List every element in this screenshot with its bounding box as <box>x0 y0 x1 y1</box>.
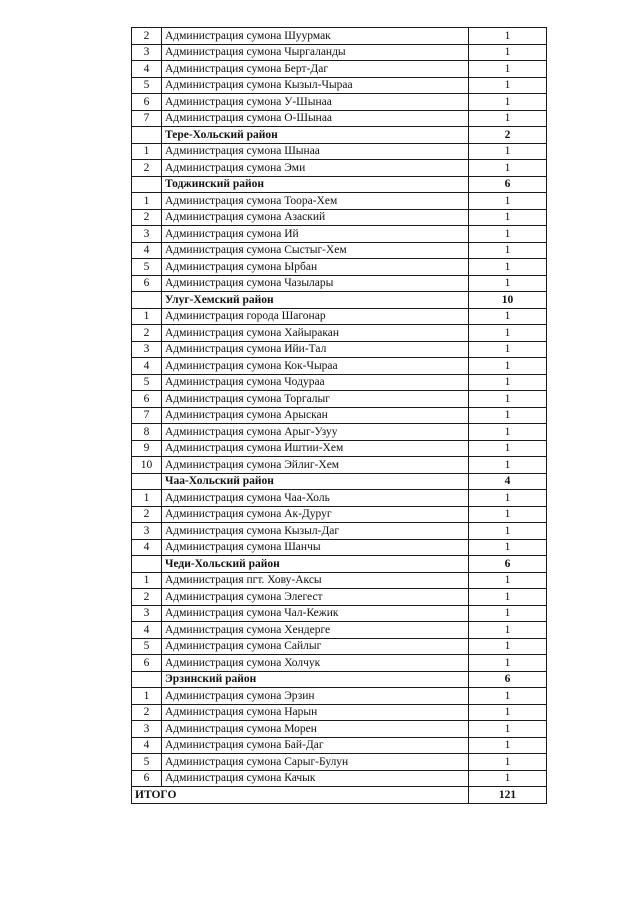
row-number: 4 <box>132 358 162 375</box>
administration-name: Администрация сумона Тоора-Хем <box>162 193 469 210</box>
table-row <box>132 688 547 705</box>
table-row <box>132 160 547 177</box>
administration-name: Администрация сумона Ак-Дуруг <box>162 506 469 523</box>
administration-name: Администрация сумона Холчук <box>162 655 469 672</box>
row-number: 1 <box>132 490 162 507</box>
row-number: 9 <box>132 440 162 457</box>
row-count: 1 <box>469 28 547 45</box>
table-row <box>132 391 547 408</box>
district-row <box>132 176 547 193</box>
row-count: 1 <box>469 358 547 375</box>
row-count: 1 <box>469 226 547 243</box>
table-row <box>132 143 547 160</box>
administration-name: Администрация сумона Шынаа <box>162 143 469 160</box>
table-row <box>132 325 547 342</box>
row-number <box>132 671 162 688</box>
table-row <box>132 539 547 556</box>
row-count: 1 <box>469 193 547 210</box>
row-number: 6 <box>132 275 162 292</box>
row-number: 5 <box>132 259 162 276</box>
administration-name: Администрация сумона Хендерге <box>162 622 469 639</box>
district-name: Эрзинский район <box>162 671 469 688</box>
row-number: 8 <box>132 424 162 441</box>
row-number: 6 <box>132 391 162 408</box>
row-count: 1 <box>469 638 547 655</box>
row-count: 1 <box>469 275 547 292</box>
administration-name: Администрация сумона Нарын <box>162 704 469 721</box>
row-number: 2 <box>132 704 162 721</box>
administration-name: Администрация сумона Чодураа <box>162 374 469 391</box>
row-number: 3 <box>132 523 162 540</box>
administration-name: Администрация сумона Элегест <box>162 589 469 606</box>
row-number: 3 <box>132 605 162 622</box>
row-count: 1 <box>469 589 547 606</box>
row-number <box>132 127 162 144</box>
row-count: 1 <box>469 688 547 705</box>
administration-name: Администрация сумона Арыг-Узуу <box>162 424 469 441</box>
row-count: 1 <box>469 143 547 160</box>
table-row <box>132 193 547 210</box>
district-count: 4 <box>469 473 547 490</box>
administration-name: Администрация сумона Кок-Чыраа <box>162 358 469 375</box>
row-number <box>132 473 162 490</box>
administration-name: Администрация сумона Сайлыг <box>162 638 469 655</box>
table-row <box>132 440 547 457</box>
row-number: 4 <box>132 622 162 639</box>
row-count: 1 <box>469 440 547 457</box>
allocation-table <box>131 27 547 804</box>
row-count: 1 <box>469 391 547 408</box>
administration-name: Администрация сумона Ийи-Тал <box>162 341 469 358</box>
row-count: 1 <box>469 605 547 622</box>
total-row <box>132 787 547 804</box>
district-row <box>132 292 547 309</box>
table-row <box>132 737 547 754</box>
table-row <box>132 226 547 243</box>
row-number: 2 <box>132 506 162 523</box>
row-number <box>132 556 162 573</box>
row-number: 7 <box>132 110 162 127</box>
row-number: 2 <box>132 160 162 177</box>
table-row <box>132 44 547 61</box>
administration-name: Администрация сумона Чазылары <box>162 275 469 292</box>
row-number: 7 <box>132 407 162 424</box>
administration-name: Администрация сумона Хайыракан <box>162 325 469 342</box>
administration-name: Администрация сумона Арыскан <box>162 407 469 424</box>
row-number: 1 <box>132 308 162 325</box>
row-number: 6 <box>132 770 162 787</box>
table-row <box>132 589 547 606</box>
table-row <box>132 622 547 639</box>
total-label: ИТОГО <box>132 787 469 804</box>
table-row <box>132 407 547 424</box>
table-row <box>132 754 547 771</box>
table-row <box>132 457 547 474</box>
administration-name: Администрация сумона Шуурмак <box>162 28 469 45</box>
row-count: 1 <box>469 110 547 127</box>
row-number: 4 <box>132 61 162 78</box>
row-count: 1 <box>469 242 547 259</box>
row-number: 2 <box>132 325 162 342</box>
table-row <box>132 770 547 787</box>
row-number: 2 <box>132 589 162 606</box>
row-count: 1 <box>469 572 547 589</box>
row-count: 1 <box>469 44 547 61</box>
table-row <box>132 572 547 589</box>
row-number: 6 <box>132 94 162 111</box>
row-number <box>132 292 162 309</box>
table-row <box>132 358 547 375</box>
administration-name: Администрация сумона О-Шынаа <box>162 110 469 127</box>
row-count: 1 <box>469 259 547 276</box>
administration-name: Администрация пгт. Хову-Аксы <box>162 572 469 589</box>
administration-name: Администрация сумона Эрзин <box>162 688 469 705</box>
row-count: 1 <box>469 407 547 424</box>
table-row <box>132 704 547 721</box>
administration-name: Администрация сумона Сарыг-Булун <box>162 754 469 771</box>
row-count: 1 <box>469 160 547 177</box>
row-count: 1 <box>469 457 547 474</box>
row-number: 3 <box>132 341 162 358</box>
table-row <box>132 94 547 111</box>
administration-name: Администрация сумона Эми <box>162 160 469 177</box>
table-row <box>132 341 547 358</box>
table-row <box>132 721 547 738</box>
administration-name: Администрация сумона Кызыл-Чыраа <box>162 77 469 94</box>
administration-name: Администрация сумона Чыргаланды <box>162 44 469 61</box>
administration-name: Администрация сумона Бай-Даг <box>162 737 469 754</box>
row-count: 1 <box>469 523 547 540</box>
row-count: 1 <box>469 424 547 441</box>
district-name: Тоджинский район <box>162 176 469 193</box>
table-row <box>132 308 547 325</box>
table-row <box>132 61 547 78</box>
row-number: 3 <box>132 721 162 738</box>
row-count: 1 <box>469 77 547 94</box>
row-count: 1 <box>469 209 547 226</box>
administration-name: Администрация сумона Кызыл-Даг <box>162 523 469 540</box>
table-row <box>132 110 547 127</box>
table-row <box>132 490 547 507</box>
table-row <box>132 209 547 226</box>
row-count: 1 <box>469 61 547 78</box>
row-count: 1 <box>469 622 547 639</box>
administration-name: Администрация города Шагонар <box>162 308 469 325</box>
row-number: 10 <box>132 457 162 474</box>
district-row <box>132 671 547 688</box>
district-name: Чаа-Хольский район <box>162 473 469 490</box>
row-number: 5 <box>132 374 162 391</box>
administration-name: Администрация сумона Шанчы <box>162 539 469 556</box>
administration-name: Администрация сумона Чал-Кежик <box>162 605 469 622</box>
row-number: 1 <box>132 572 162 589</box>
district-row <box>132 127 547 144</box>
administration-name: Администрация сумона Берт-Даг <box>162 61 469 78</box>
row-count: 1 <box>469 490 547 507</box>
table-row <box>132 605 547 622</box>
district-count: 10 <box>469 292 547 309</box>
district-count: 6 <box>469 671 547 688</box>
table-row <box>132 638 547 655</box>
row-number: 1 <box>132 143 162 160</box>
row-number: 2 <box>132 28 162 45</box>
table-row <box>132 77 547 94</box>
row-number: 6 <box>132 655 162 672</box>
row-count: 1 <box>469 721 547 738</box>
row-count: 1 <box>469 308 547 325</box>
row-number: 2 <box>132 209 162 226</box>
table-row <box>132 424 547 441</box>
district-name: Улуг-Хемский район <box>162 292 469 309</box>
row-count: 1 <box>469 506 547 523</box>
administration-name: Администрация сумона Морен <box>162 721 469 738</box>
total-value: 121 <box>469 787 547 804</box>
administration-name: Администрация сумона Иштии-Хем <box>162 440 469 457</box>
administration-name: Администрация сумона Торгалыг <box>162 391 469 408</box>
administration-name: Администрация сумона Чаа-Холь <box>162 490 469 507</box>
district-name: Тере-Хольский район <box>162 127 469 144</box>
row-number: 3 <box>132 44 162 61</box>
row-number: 4 <box>132 737 162 754</box>
table-row <box>132 655 547 672</box>
row-number: 5 <box>132 77 162 94</box>
row-count: 1 <box>469 655 547 672</box>
row-number: 5 <box>132 638 162 655</box>
administration-name: Администрация сумона Качык <box>162 770 469 787</box>
row-count: 1 <box>469 737 547 754</box>
table-row <box>132 242 547 259</box>
row-number: 1 <box>132 688 162 705</box>
row-number: 5 <box>132 754 162 771</box>
table-row <box>132 374 547 391</box>
row-count: 1 <box>469 704 547 721</box>
administration-name: Администрация сумона Ий <box>162 226 469 243</box>
table-row <box>132 28 547 45</box>
row-count: 1 <box>469 770 547 787</box>
administration-name: Администрация сумона Эйлиг-Хем <box>162 457 469 474</box>
row-count: 1 <box>469 94 547 111</box>
district-count: 2 <box>469 127 547 144</box>
row-number: 3 <box>132 226 162 243</box>
row-number <box>132 176 162 193</box>
row-number: 1 <box>132 193 162 210</box>
administration-name: Администрация сумона Азаский <box>162 209 469 226</box>
district-name: Чеди-Хольский район <box>162 556 469 573</box>
district-count: 6 <box>469 556 547 573</box>
row-count: 1 <box>469 325 547 342</box>
table-row <box>132 523 547 540</box>
table-row <box>132 506 547 523</box>
allocation-table-body <box>132 28 547 787</box>
administration-name: Администрация сумона Ырбан <box>162 259 469 276</box>
row-count: 1 <box>469 754 547 771</box>
district-count: 6 <box>469 176 547 193</box>
administration-name: Администрация сумона У-Шынаа <box>162 94 469 111</box>
table-row <box>132 275 547 292</box>
row-count: 1 <box>469 341 547 358</box>
row-number: 4 <box>132 242 162 259</box>
district-row <box>132 556 547 573</box>
row-number: 4 <box>132 539 162 556</box>
district-row <box>132 473 547 490</box>
administration-name: Администрация сумона Сыстыг-Хем <box>162 242 469 259</box>
row-count: 1 <box>469 374 547 391</box>
table-row <box>132 259 547 276</box>
row-count: 1 <box>469 539 547 556</box>
